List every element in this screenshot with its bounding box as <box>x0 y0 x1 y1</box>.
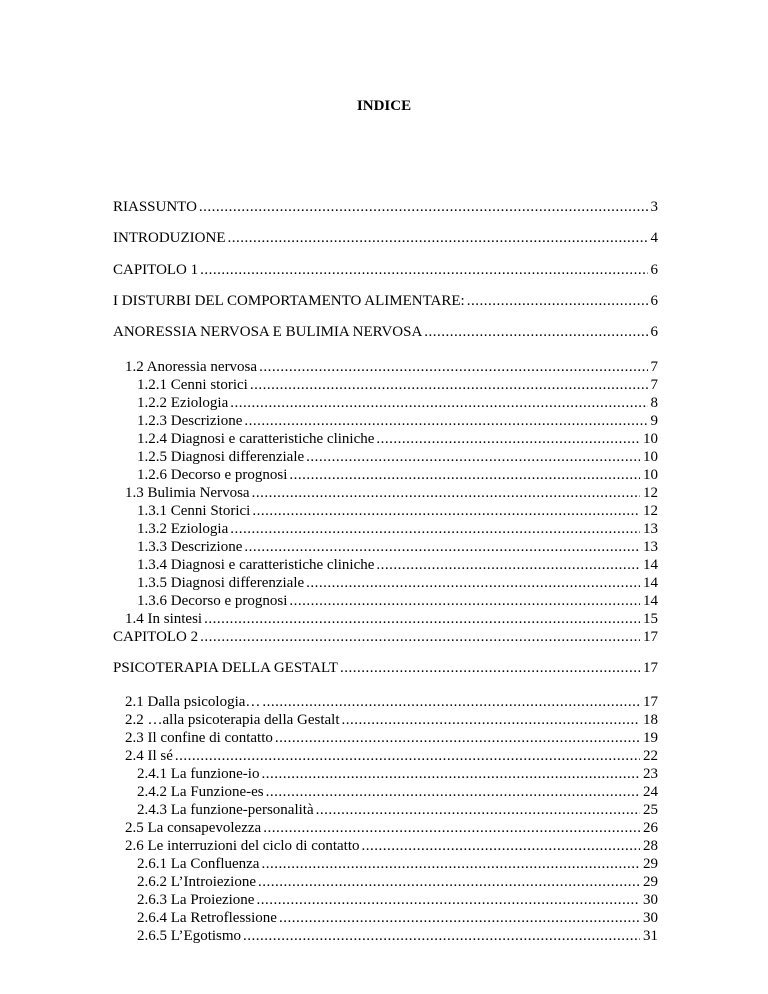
toc-leader-dots <box>244 538 640 556</box>
toc-entry[interactable] <box>137 574 658 592</box>
toc-entry-label: 2.4.3 La funzione-personalità <box>137 802 314 818</box>
toc-leader-dots <box>200 261 647 279</box>
toc-leader-dots <box>244 412 647 430</box>
toc-leader-dots <box>266 783 640 801</box>
toc-leader-dots <box>340 659 640 677</box>
toc-entry-page: 9 <box>650 413 658 429</box>
toc-entry[interactable] <box>113 323 658 341</box>
toc-entry[interactable] <box>137 538 658 556</box>
toc-leader-dots <box>250 376 648 394</box>
toc-entry[interactable] <box>113 628 658 646</box>
toc-leader-dots <box>306 448 640 466</box>
toc-entry-label: CAPITOLO 2 <box>113 629 199 645</box>
toc-entry[interactable] <box>113 292 658 310</box>
toc-leader-dots <box>342 711 640 729</box>
toc-leader-dots <box>275 729 640 747</box>
toc-entry-label: 1.2.6 Decorso e prognosi <box>137 467 288 483</box>
toc-entry[interactable] <box>137 556 658 574</box>
toc-entry-label: 1.4 In sintesi <box>125 611 203 627</box>
toc-entry[interactable] <box>137 376 658 394</box>
toc-entry[interactable] <box>113 261 658 279</box>
toc-entry[interactable] <box>113 659 658 677</box>
toc-entry[interactable] <box>137 592 658 610</box>
toc-entry-label: 2.4 Il sé <box>125 748 173 764</box>
toc-entry[interactable] <box>137 412 658 430</box>
toc-entry-label: 1.2.3 Descrizione <box>137 413 243 429</box>
toc-entry-page: 13 <box>643 539 658 555</box>
toc-entry-label: 2.6.3 La Proiezione <box>137 892 255 908</box>
toc-entry[interactable] <box>137 855 658 873</box>
toc-entry-page: 6 <box>650 324 658 340</box>
toc-entry[interactable] <box>137 783 658 801</box>
toc-leader-dots <box>204 610 640 628</box>
toc-entry-label: 2.5 La consapevolezza <box>125 820 262 836</box>
toc-leader-dots <box>199 198 648 216</box>
toc-leader-dots <box>376 556 640 574</box>
toc-entry[interactable] <box>137 765 658 783</box>
toc-entry-page: 22 <box>643 748 658 764</box>
toc-leader-dots <box>289 592 640 610</box>
toc-entry-label: 1.2.1 Cenni storici <box>137 377 248 393</box>
toc-entry-label: 2.4.2 La Funzione-es <box>137 784 264 800</box>
toc-entry[interactable] <box>137 891 658 909</box>
toc-leader-dots <box>256 891 640 909</box>
toc-entry-label: 2.6.2 L’Introiezione <box>137 874 256 890</box>
toc-entry-page: 23 <box>643 766 658 782</box>
toc-leader-dots <box>230 394 647 412</box>
toc-entry-page: 14 <box>643 575 658 591</box>
toc-entry[interactable] <box>137 394 658 412</box>
toc-entry[interactable] <box>125 747 658 765</box>
toc-leader-dots <box>200 628 640 646</box>
toc-entry-page: 8 <box>650 395 658 411</box>
toc-entry-label: 1.2 Anoressia nervosa <box>125 359 258 375</box>
toc-leader-dots <box>252 502 640 520</box>
toc-entry[interactable] <box>113 229 658 247</box>
toc-entry-page: 14 <box>643 593 658 609</box>
toc-entry[interactable] <box>125 729 658 747</box>
toc-leader-dots <box>259 358 647 376</box>
toc-entry-page: 7 <box>650 359 658 375</box>
toc-entry[interactable] <box>125 711 658 729</box>
toc-entry-label: 1.2.4 Diagnosi e caratteristiche cliniche <box>137 431 375 447</box>
toc-entry-page: 17 <box>643 629 658 645</box>
toc-entry-page: 10 <box>643 467 658 483</box>
toc-entry-page: 15 <box>643 611 658 627</box>
toc-entry-label: 1.2.5 Diagnosi differenziale <box>137 449 305 465</box>
toc-entry-page: 28 <box>643 838 658 854</box>
toc-leader-dots <box>279 909 640 927</box>
toc-entry-label: 1.2.2 Eziologia <box>137 395 229 411</box>
toc-entry-label: 2.6.5 L’Egotismo <box>137 928 242 944</box>
toc-entry-page: 10 <box>643 431 658 447</box>
toc-entry-label: 2.6 Le interruzioni del ciclo di contatto <box>125 838 360 854</box>
toc-entry-label: 1.3.5 Diagnosi differenziale <box>137 575 305 591</box>
toc-leader-dots <box>306 574 640 592</box>
toc-entry[interactable] <box>137 466 658 484</box>
toc-entry[interactable] <box>125 819 658 837</box>
toc-entry-label: 1.3 Bulimia Nervosa <box>125 485 250 501</box>
toc-leader-dots <box>262 693 640 711</box>
toc-leader-dots <box>227 229 647 247</box>
toc-entry[interactable] <box>113 198 658 216</box>
toc-entry-page: 10 <box>643 449 658 465</box>
toc-entry-page: 4 <box>650 230 658 246</box>
toc-entry[interactable] <box>137 502 658 520</box>
toc-entry[interactable] <box>137 909 658 927</box>
toc-leader-dots <box>467 292 648 310</box>
toc-entry-page: 29 <box>643 874 658 890</box>
toc-entry-page: 18 <box>643 712 658 728</box>
toc-leader-dots <box>243 927 640 945</box>
toc-entry-label: 1.3.4 Diagnosi e caratteristiche cliniche <box>137 557 375 573</box>
toc-entry[interactable] <box>125 484 658 502</box>
toc-entry-page: 12 <box>643 503 658 519</box>
toc-entry[interactable] <box>125 837 658 855</box>
toc-entry-label: 2.3 Il confine di contatto <box>125 730 273 746</box>
toc-entry-page: 30 <box>643 892 658 908</box>
toc-entry-label: PSICOTERAPIA DELLA GESTALT <box>113 660 338 676</box>
toc-entry-page: 3 <box>650 199 658 215</box>
toc-entry-label: 1.3.6 Decorso e prognosi <box>137 593 288 609</box>
toc-entry-label: ANORESSIA NERVOSA E BULIMIA NERVOSA <box>113 324 423 340</box>
toc-entry-page: 14 <box>643 557 658 573</box>
toc-entry-label: RIASSUNTO <box>113 199 197 215</box>
toc-leader-dots <box>263 819 640 837</box>
toc-leader-dots <box>376 430 640 448</box>
toc-entry-label: 1.3.3 Descrizione <box>137 539 243 555</box>
toc-entry-page: 12 <box>643 485 658 501</box>
toc-entry-label: 2.1 Dalla psicologia… <box>125 694 261 710</box>
toc-leader-dots <box>252 484 640 502</box>
toc-entry-page: 13 <box>643 521 658 537</box>
toc-entry-page: 6 <box>650 262 658 278</box>
toc-entry-label: 2.4.1 La funzione-io <box>137 766 260 782</box>
toc-entry-label: 2.6.1 La Confluenza <box>137 856 260 872</box>
toc-entry[interactable] <box>125 693 658 711</box>
toc-entry-page: 17 <box>643 660 658 676</box>
toc-entry[interactable] <box>137 927 658 945</box>
toc-entry-page: 17 <box>643 694 658 710</box>
toc-entry[interactable] <box>137 873 658 891</box>
toc-entry-label: 2.2 …alla psicoterapia della Gestalt <box>125 712 340 728</box>
toc-entry[interactable] <box>137 520 658 538</box>
toc-entry-label: CAPITOLO 1 <box>113 262 199 278</box>
page-title: INDICE <box>356 98 412 114</box>
toc-entry[interactable] <box>125 610 658 628</box>
toc-entry-page: 19 <box>643 730 658 746</box>
toc-entry-page: 31 <box>643 928 658 944</box>
toc-entry-page: 30 <box>643 910 658 926</box>
toc-entry-label: 1.3.1 Cenni Storici <box>137 503 251 519</box>
toc-leader-dots <box>261 765 640 783</box>
toc-leader-dots <box>261 855 640 873</box>
toc-entry-page: 25 <box>643 802 658 818</box>
toc-leader-dots <box>175 747 640 765</box>
toc-entry-label: 2.6.4 La Retroflessione <box>137 910 277 926</box>
toc-entry[interactable] <box>125 358 658 376</box>
toc-entry-page: 29 <box>643 856 658 872</box>
toc-leader-dots <box>258 873 640 891</box>
toc-entry-page: 7 <box>650 377 658 393</box>
toc-entry[interactable] <box>137 448 658 466</box>
toc-entry[interactable] <box>137 430 658 448</box>
toc-entry[interactable] <box>137 801 658 819</box>
toc-entry-page: 6 <box>650 293 658 309</box>
toc-leader-dots <box>230 520 640 538</box>
toc-leader-dots <box>289 466 640 484</box>
toc-leader-dots <box>362 837 640 855</box>
toc-leader-dots <box>424 323 647 341</box>
toc-leader-dots <box>316 801 640 819</box>
toc-entry-label: 1.3.2 Eziologia <box>137 521 229 537</box>
toc-entry-label: I DISTURBI DEL COMPORTAMENTO ALIMENTARE: <box>113 293 465 309</box>
toc-entry-page: 24 <box>643 784 658 800</box>
toc-entry-page: 26 <box>643 820 658 836</box>
toc-entry-label: INTRODUZIONE <box>113 230 226 246</box>
